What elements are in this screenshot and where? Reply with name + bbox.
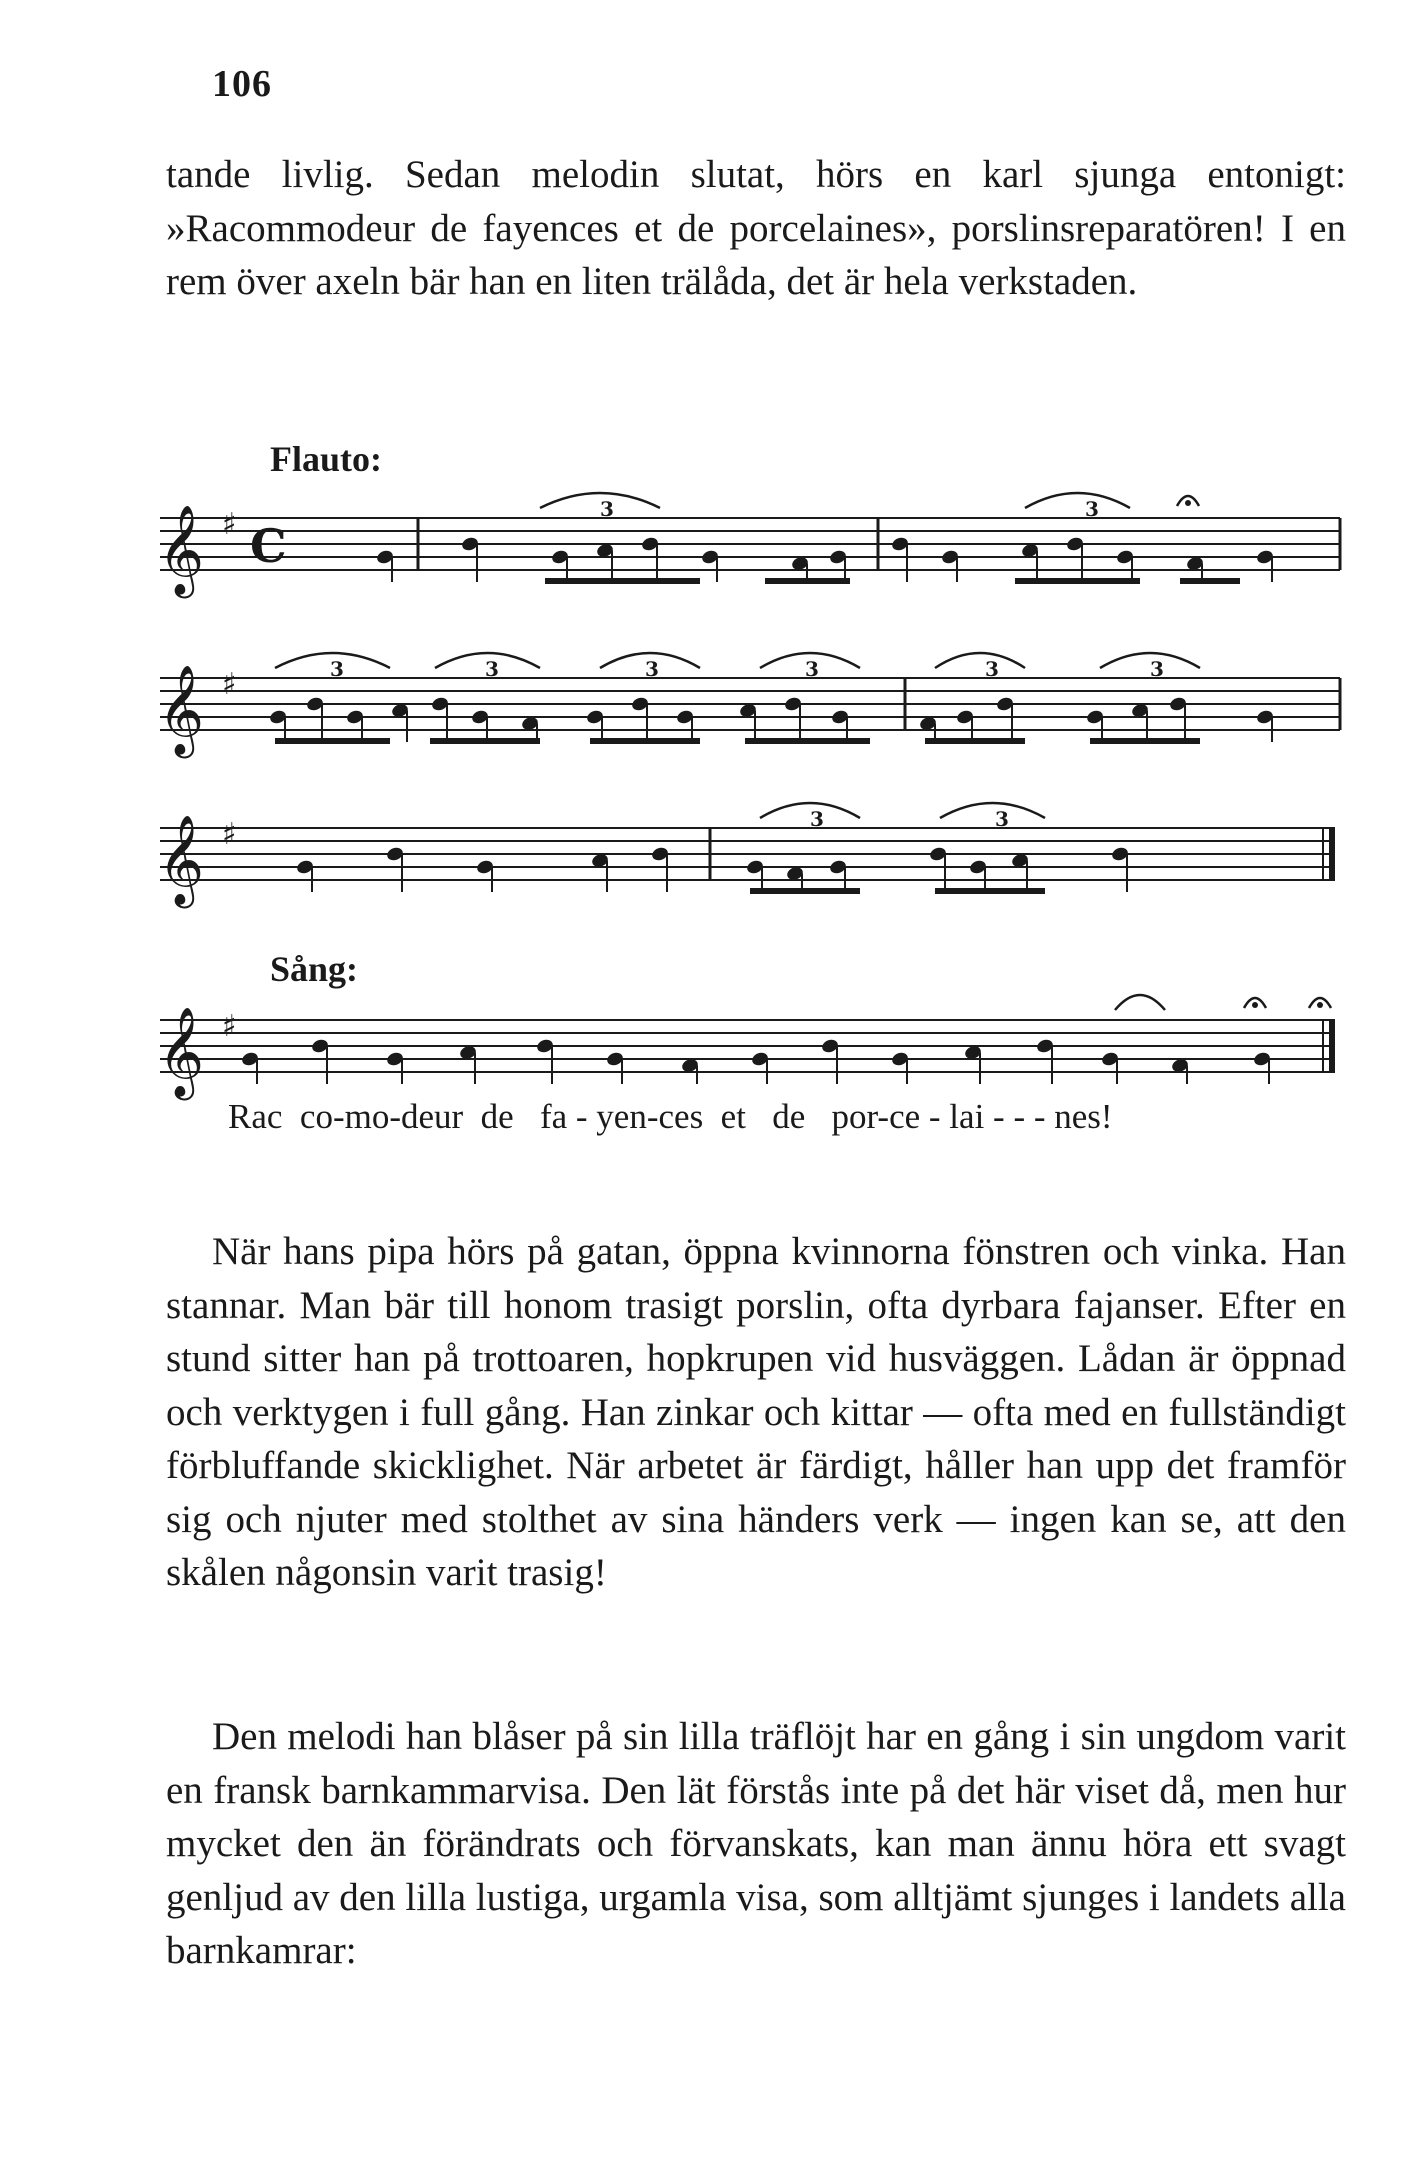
flute-label: Flauto:: [270, 439, 382, 479]
treble-clef-icon: 𝄞: [158, 665, 205, 755]
note-beam: [750, 888, 860, 894]
note-beam: [430, 738, 540, 744]
sharp-key-signature-icon: ♯: [222, 1009, 237, 1044]
note-beam: [1180, 578, 1240, 584]
note-beam: [590, 738, 700, 744]
triplet-mark: 3: [1085, 497, 1099, 521]
note-beam: [935, 888, 1045, 894]
page-number: 106: [212, 63, 272, 105]
triplet-mark: 3: [995, 807, 1009, 831]
triplet-mark: 3: [1150, 657, 1164, 681]
note-beam: [1015, 578, 1140, 584]
sharp-key-signature-icon: ♯: [222, 507, 237, 542]
note-beam: [275, 738, 390, 744]
paragraph-1: tande livlig. Sedan melodin slutat, hörs en karl sjunga entonigt: »Racommodeur de fayences et de porcelaines», porslinsreparatören! I en rem över axeln bär han en liten trälåda, det är hela verkstaden.: [166, 153, 1346, 303]
note-beam: [1090, 738, 1200, 744]
song-lyrics: Rac co-mo-deur de fa - yen-ces et de por-ce - lai - - - nes!: [228, 1097, 1113, 1136]
slur: [935, 653, 1025, 668]
sharp-key-signature-icon: ♯: [222, 817, 237, 852]
triplet-mark: 3: [985, 657, 999, 681]
treble-clef-icon: 𝄞: [158, 505, 205, 595]
triplet-mark: 3: [805, 657, 819, 681]
paragraph-2: När hans pipa hörs på gatan, öppna kvinnorna fönstren och vinka. Han stannar. Man bär till honom trasigt porslin, ofta dyrbara fajanser. Efter en stund sitter han på trottoaren, hopkrupen vid husväggen. Lådan är öppnad och verktygen i full gång. Han zinkar och kittar — ofta med en fullständigt förbluffande skicklighet. När arbetet är färdigt, håller han upp det framför sig och njuter med stolthet av sina händers verk — ingen kan se, att den skålen någonsin varit trasig!: [166, 1230, 1346, 1594]
slur: [940, 803, 1045, 818]
triplet-mark: 3: [645, 657, 659, 681]
fermata-dot: [1252, 1002, 1258, 1008]
triplet-mark: 3: [485, 657, 499, 681]
fermata-dot: [1185, 500, 1191, 506]
sharp-key-signature-icon: ♯: [222, 667, 237, 702]
triplet-mark: 3: [600, 497, 614, 521]
note-beam: [925, 738, 1025, 744]
note-beam: [545, 578, 700, 584]
triplet-mark: 3: [330, 657, 344, 681]
slur: [1115, 995, 1165, 1010]
note-beam: [765, 578, 850, 584]
time-signature: C: [250, 519, 287, 573]
song-label: Sång:: [270, 949, 359, 989]
treble-clef-icon: 𝄞: [158, 1007, 205, 1097]
paragraph-3: Den melodi han blåser på sin lilla träflöjt har en gång i sin ungdom varit en fransk barnkammarvisa. Den lät förstås inte på det här viset då, men hur mycket den än förändrats och förvanskats, kan man ännu höra ett svagt genljud av den lilla lustiga, urgamla visa, som alltjämt sjunges i landets alla barnkamrar:: [166, 1715, 1346, 1972]
slur: [1025, 493, 1130, 508]
fermata-dot: [1317, 1002, 1323, 1008]
note-beam: [745, 738, 870, 744]
triplet-mark: 3: [810, 807, 824, 831]
treble-clef-icon: 𝄞: [158, 815, 205, 905]
